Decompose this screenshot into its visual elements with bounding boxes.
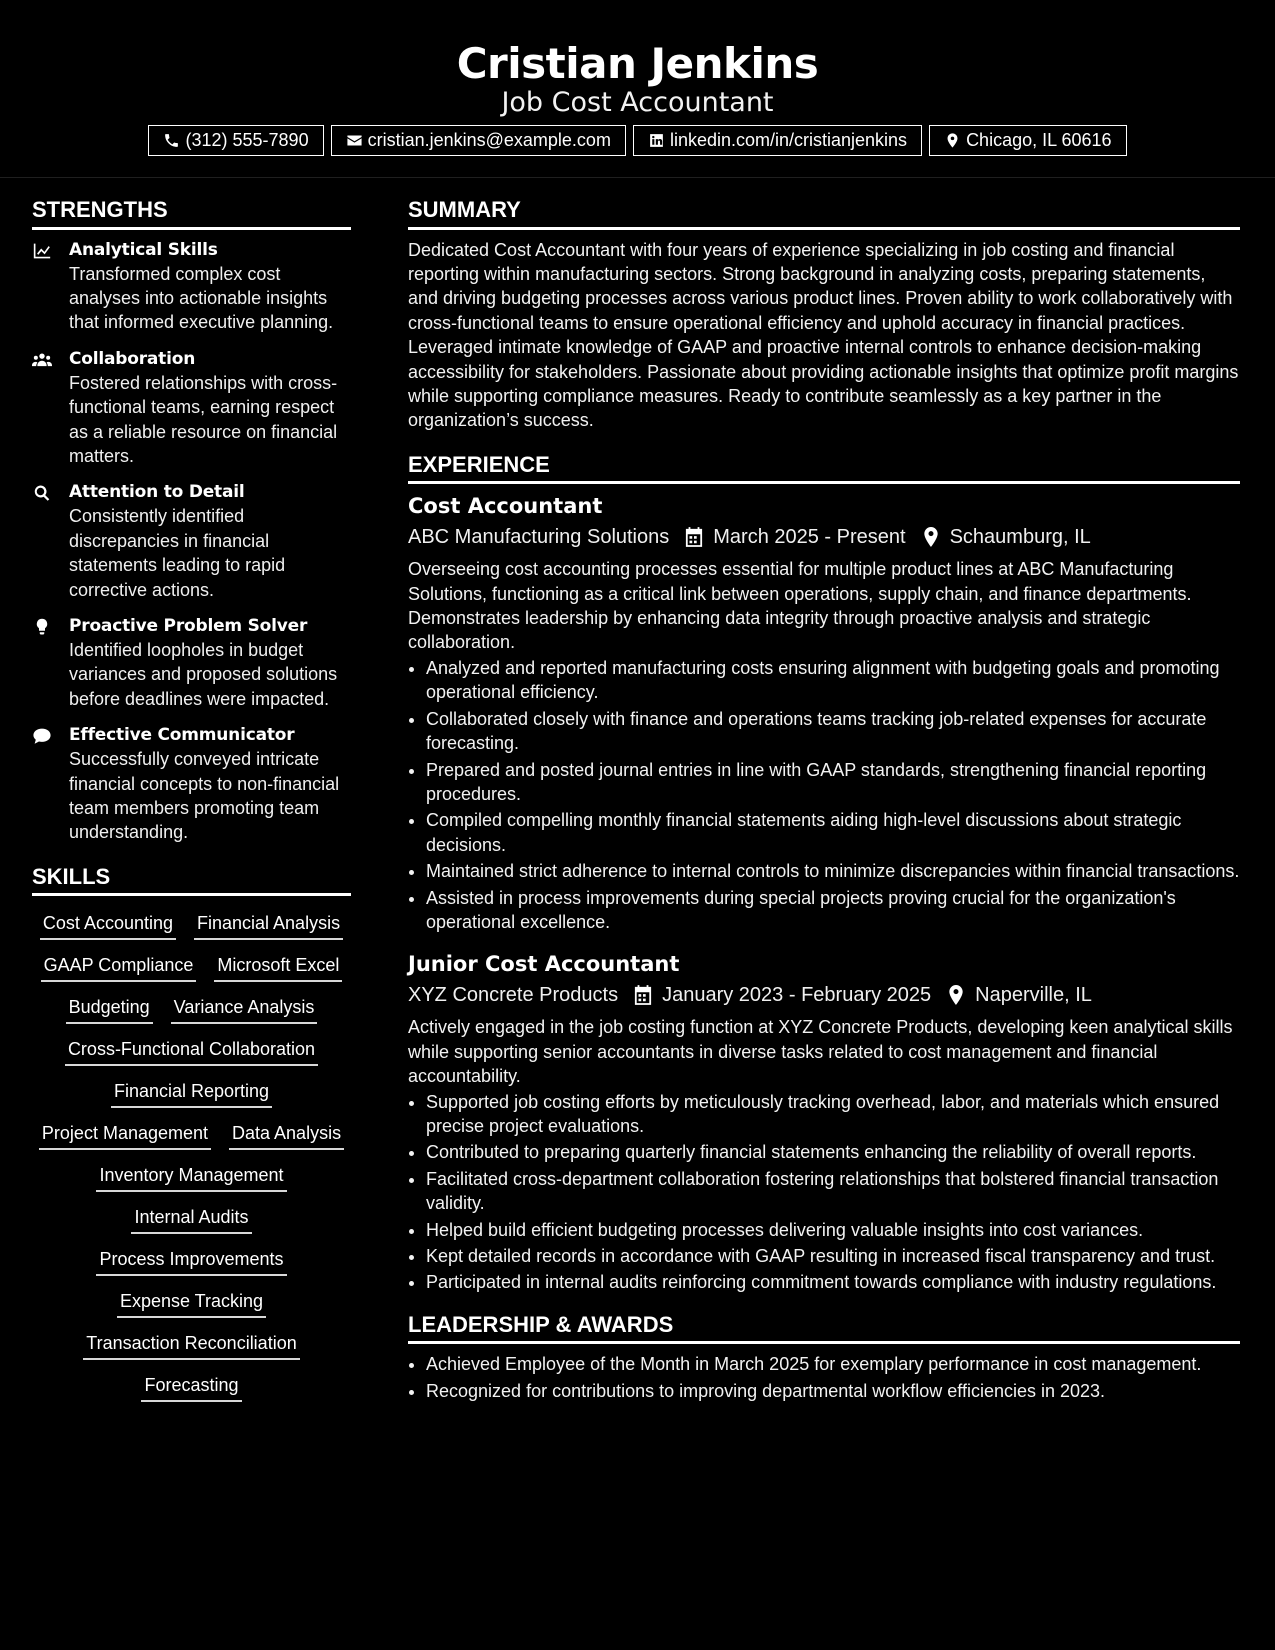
chart-line-icon [32,242,52,260]
contact-email[interactable] [331,125,626,156]
job-position: Junior Cost Accountant [408,952,680,977]
award-item: • Recognized for contributions to improving departmental workflow efficiencies in 2023. [426,1379,1240,1403]
job-entry [408,950,1240,1294]
calendar-icon [634,985,652,1005]
contact-linkedin[interactable] [633,125,922,156]
skill-tag: Financial Reporting [111,1078,272,1108]
summary-heading: SUMMARY [408,196,1240,230]
linkedin-icon [648,132,665,149]
skill-tag: GAAP Compliance [41,952,197,982]
skill-tag: Internal Audits [131,1204,251,1234]
strength-desc: Successfully conveyed intricate financial concepts to non-financial team members promoting team understanding. [69,749,340,843]
contact-phone[interactable] [148,125,323,156]
awards-list [408,1352,1240,1403]
candidate-name: Cristian Jenkins [456,39,819,88]
job-meta [408,981,1240,1009]
right-column [408,196,1240,1405]
experience-heading: EXPERIENCE [408,451,1240,485]
email-text: cristian.jenkins@example.com [367,129,611,150]
skill-tag: Budgeting [66,994,153,1024]
job-dates: January 2023 - February 2025 [662,984,932,1007]
job-bullets [408,1090,1240,1295]
skill-tag: Project Management [39,1120,211,1150]
award-item: • Achieved Employee of the Month in March 2025 for exemplary performance in cost management. [426,1352,1240,1376]
strength-item [32,614,351,711]
strength-title: Proactive Problem Solver [69,615,308,636]
contact-location[interactable] [929,125,1126,156]
job-description: Overseeing cost accounting processes essential for multiple product lines at ABC Manufacturing Solutions, functioning as a critical link between operations, supply chain, and finance departments. Demonstrates leadership by enhancing data integrity through proactive analysis and strategic collaboration. [408,559,1192,653]
skill-tag: Cost Accounting [40,910,176,940]
skill-tag: Expense Tracking [117,1288,266,1318]
skills-section [32,863,351,1403]
lightbulb-icon [32,618,52,636]
skill-tag: Forecasting [141,1372,241,1402]
skill-tag: Cross-Functional Collaboration [65,1036,318,1066]
skill-tag: Inventory Management [96,1162,286,1192]
job-bullet: • Supported job costing efforts by meticulously tracking overhead, labor, and materials which ensured precise project evaluations. [426,1090,1240,1139]
phone-text: (312) 555-7890 [185,129,309,150]
strength-item [32,723,351,845]
calendar-icon [685,527,703,547]
job-location: Naperville, IL [975,984,1092,1007]
contact-bar [0,125,1275,156]
job-bullet: • Compiled compelling monthly financial statements aiding high-level discussions about strategic decisions. [426,808,1240,857]
strength-title: Collaboration [69,348,196,369]
skills-heading: SKILLS [32,863,351,897]
strength-desc: Consistently identified discrepancies in financial statements leading to rapid corrective actions. [69,506,286,600]
awards-heading: LEADERSHIP & AWARDS [408,1311,1240,1345]
skill-tag: Variance Analysis [171,994,318,1024]
skill-tag: Microsoft Excel [214,952,342,982]
resume-header [0,0,1275,178]
map-marker-icon [947,985,965,1005]
strength-title: Effective Communicator [69,725,295,746]
strength-desc: Transformed complex cost analyses into actionable insights that informed executive planning. [69,263,334,333]
strength-item [32,347,351,469]
strength-title: Analytical Skills [69,239,218,260]
job-company: ABC Manufacturing Solutions [408,526,670,549]
job-bullet: • Maintained strict adherence to internal controls to minimize discrepancies within financial transactions. [426,859,1240,883]
job-bullet: • Helped build efficient budgeting processes delivering valuable insights into cost variances. [426,1218,1240,1242]
linkedin-text: linkedin.com/in/cristianjenkins [669,129,908,150]
left-column [32,196,351,1402]
skill-tag: Transaction Reconciliation [83,1330,299,1360]
job-meta [408,523,1240,551]
users-icon [32,351,52,369]
job-bullet: • Analyzed and reported manufacturing costs ensuring alignment with budgeting goals and promoting operational efficiency. [426,656,1240,705]
job-dates: March 2025 - Present [713,526,906,549]
job-bullet: • Kept detailed records in accordance with GAAP resulting in increased fiscal transparency and trust. [426,1244,1240,1268]
job-bullets [408,656,1240,934]
job-title: Job Cost Accountant [501,87,774,119]
job-position: Cost Accountant [408,494,603,519]
skill-tag: Process Improvements [96,1246,286,1276]
skills-list [32,904,351,1402]
map-marker-icon [944,132,961,149]
search-icon [32,484,52,502]
job-bullet: • Contributed to preparing quarterly financial statements enhancing the reliability of overall reports. [426,1140,1240,1164]
skill-tag: Financial Analysis [194,910,343,940]
job-bullet: • Collaborated closely with finance and operations teams tracking job-related expenses for accurate forecasting. [426,707,1240,756]
strength-desc: Identified loopholes in budget variances and proposed solutions before deadlines were impacted. [69,639,338,709]
map-marker-icon [922,527,940,547]
location-text: Chicago, IL 60616 [966,129,1112,150]
job-bullet: • Assisted in process improvements during special projects proving crucial for the organization's operational excellence. [426,886,1240,935]
summary-text: Dedicated Cost Accountant with four years of experience specializing in job costing and financial reporting within manufacturing sectors. Strong background in analyzing costs, preparing statements, and driving budgeting processes across various product lines. Proven ability to work collaboratively with cross-functional teams to ensure operational efficiency and uphold accuracy in financial practices. Leveraged intimate knowledge of GAAP and proactive internal controls to enhance decision-making accessibility for stakeholders. Passionate about providing actionable insights that optimize profit margins while supporting compliance measures. Ready to contribute seamlessly as a key partner in the organization’s success. [408,239,1239,431]
envelope-icon [346,132,363,149]
skill-tag: Data Analysis [229,1120,344,1150]
phone-icon [163,132,180,149]
job-entry [408,492,1240,934]
job-bullet: • Participated in internal audits reinforcing commitment towards compliance with industry regulations. [426,1270,1240,1294]
job-bullet: • Facilitated cross-department collaboration fostering relationships that bolstered financial transaction validity. [426,1167,1240,1216]
comment-icon [32,727,52,745]
job-description: Actively engaged in the job costing function at XYZ Concrete Products, developing keen analytical skills while supporting senior accountants in diverse tasks related to cost management and financial accountability. [408,1017,1233,1087]
strength-title: Attention to Detail [69,482,245,503]
job-location: Schaumburg, IL [949,526,1091,549]
strengths-heading: STRENGTHS [32,196,351,230]
strength-item [32,480,351,602]
job-company: XYZ Concrete Products [408,984,619,1007]
strength-desc: Fostered relationships with cross-functional teams, earning respect as a reliable resource on financial matters. [69,372,338,466]
job-bullet: • Prepared and posted journal entries in line with GAAP standards, strengthening financial reporting procedures. [426,758,1240,807]
strength-item [32,238,351,335]
